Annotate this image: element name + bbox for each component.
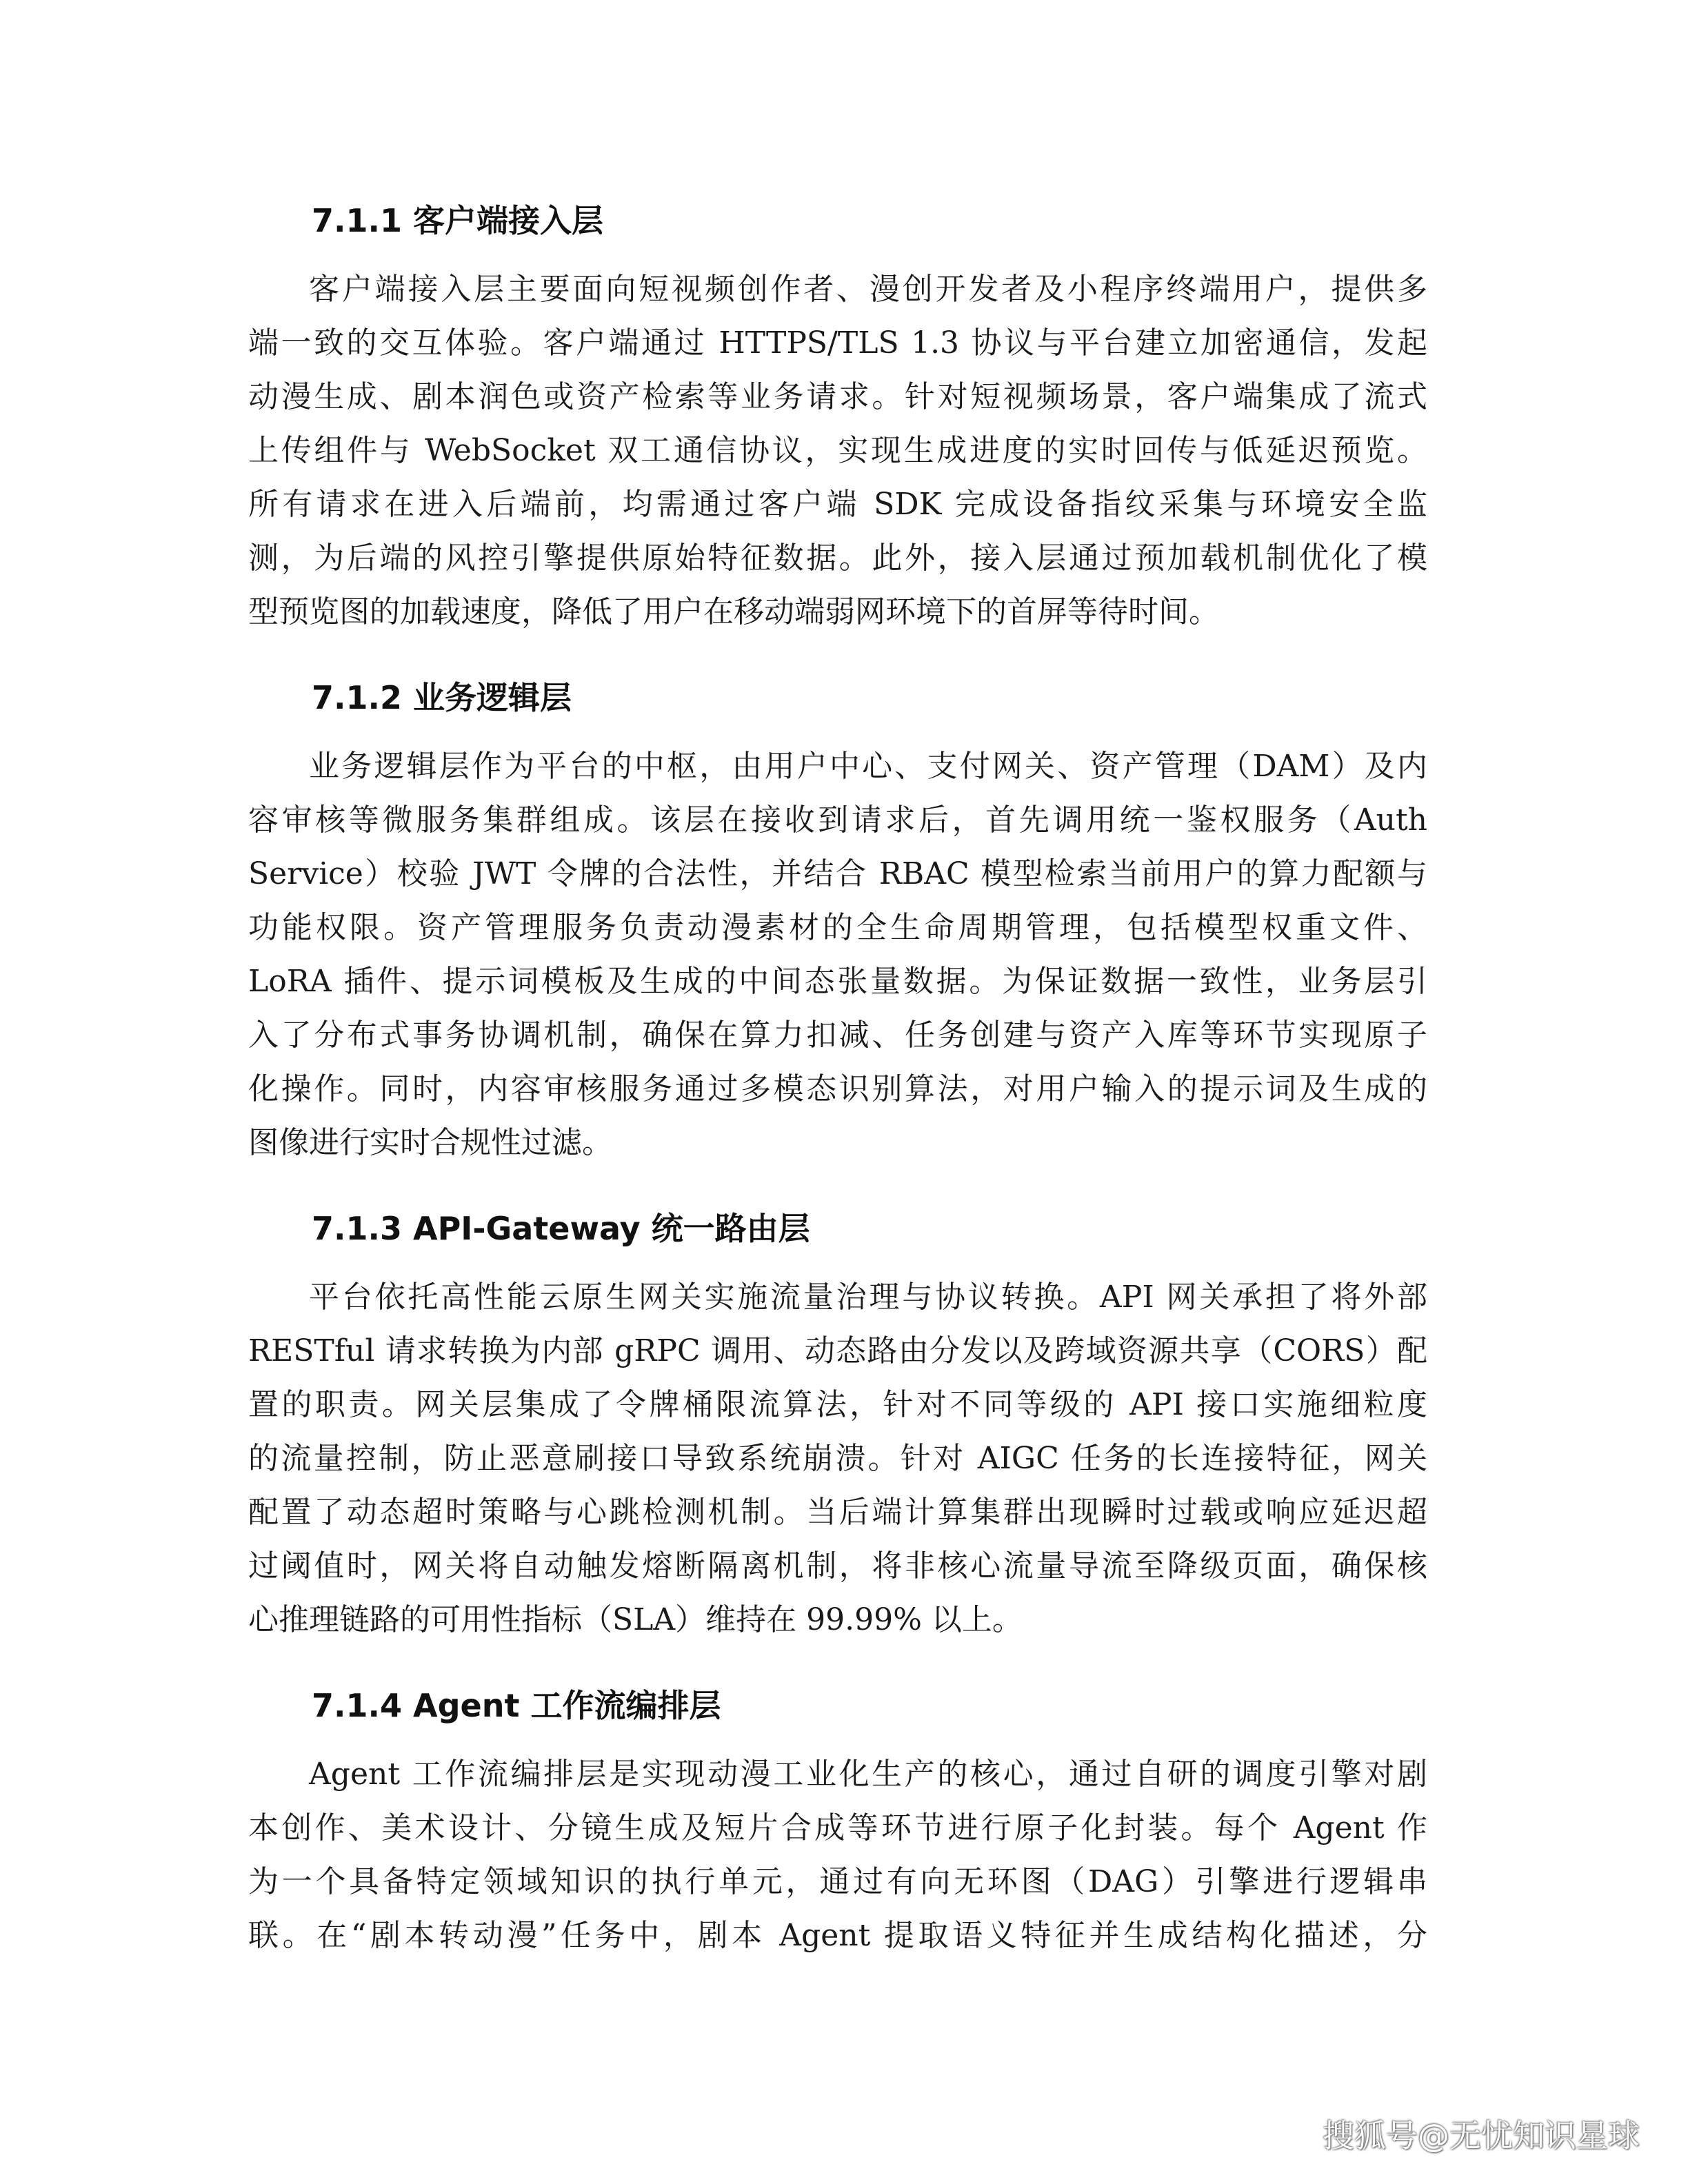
paragraph-line: 客户端接入层主要面向短视频创作者、漫创开发者及小程序终端用户，提供多 <box>309 272 1427 307</box>
section-heading-7-1-2: 7.1.2 业务逻辑层 <box>312 679 572 716</box>
paragraph-line: 平台依托高性能云原生网关实施流量治理与协议转换。API 网关承担了将外部 <box>309 1280 1427 1315</box>
paragraph-line: 联。在“剧本转动漫”任务中，剧本 Agent 提取语义特征并生成结构化描述，分 <box>248 1918 1427 1953</box>
paragraph-line: Agent 工作流编排层是实现动漫工业化生产的核心，通过自研的调度引擎对剧 <box>309 1757 1427 1792</box>
paragraph-line: 端一致的交互体验。客户端通过 HTTPS/TLS 1.3 协议与平台建立加密通信，发起 <box>248 325 1427 361</box>
paragraph-line: 化操作。同时，内容审核服务通过多模态识别算法，对用户输入的提示词及生成的 <box>248 1071 1427 1106</box>
paragraph-line: 上传组件与 WebSocket 双工通信协议，实现生成进度的实时回传与低延迟预览。 <box>248 433 1427 468</box>
paragraph-line: LoRA 插件、提示词模板及生成的中间态张量数据。为保证数据一致性，业务层引 <box>248 964 1427 999</box>
paragraph-line: 测，为后端的风控引擎提供原始特征数据。此外，接入层通过预加载机制优化了模 <box>248 540 1427 576</box>
paragraph-line: 过阈值时，网关将自动触发熔断隔离机制，将非核心流量导流至降级页面，确保核 <box>248 1548 1427 1584</box>
paragraph-line: 的流量控制，防止恶意刷接口导致系统崩溃。针对 AIGC 任务的长连接特征，网关 <box>248 1441 1427 1476</box>
section-heading-7-1-1: 7.1.1 客户端接入层 <box>312 202 603 239</box>
paragraph-line: 容审核等微服务集群组成。该层在接收到请求后，首先调用统一鉴权服务（Auth <box>248 802 1427 838</box>
paragraph-line: 配置了动态超时策略与心跳检测机制。当后端计算集群出现瞬时过载或响应延迟超 <box>248 1495 1427 1530</box>
watermark: 搜狐号@无忧知识星球 <box>1323 2117 1640 2154</box>
paragraph-line: 图像进行实时合规性过滤。 <box>248 1125 612 1160</box>
paragraph-line: 功能权限。资产管理服务负责动漫素材的全生命周期管理，包括模型权重文件、 <box>248 910 1427 945</box>
paragraph-line: 心推理链路的可用性指标（SLA）维持在 99.99% 以上。 <box>248 1602 1023 1637</box>
paragraph-line: 本创作、美术设计、分镜生成及短片合成等环节进行原子化封装。每个 Agent 作 <box>248 1810 1427 1846</box>
paragraph-line: Service）校验 JWT 令牌的合法性，并结合 RBAC 模型检索当前用户的算力配额与 <box>248 856 1427 891</box>
paragraph-line: 业务逻辑层作为平台的中枢，由用户中心、支付网关、资产管理（DAM）及内 <box>309 749 1427 784</box>
section-heading-7-1-4: 7.1.4 Agent 工作流编排层 <box>312 1687 721 1724</box>
paragraph-line: 为一个具备特定领域知识的执行单元，通过有向无环图（DAG）引擎进行逻辑串 <box>248 1864 1427 1899</box>
paragraph-line: 型预览图的加载速度，降低了用户在移动端弱网环境下的首屏等待时间。 <box>248 594 1219 629</box>
paragraph-line: 入了分布式事务协调机制，确保在算力扣减、任务创建与资产入库等环节实现原子 <box>248 1018 1427 1053</box>
paragraph-line: 动漫生成、剧本润色或资产检索等业务请求。针对短视频场景，客户端集成了流式 <box>248 379 1427 414</box>
paragraph-line: 置的职责。网关层集成了令牌桶限流算法，针对不同等级的 API 接口实施细粒度 <box>248 1387 1427 1422</box>
paragraph-line: RESTful 请求转换为内部 gRPC 调用、动态路由分发以及跨域资源共享（CORS）配 <box>248 1333 1427 1368</box>
section-heading-7-1-3: 7.1.3 API-Gateway 统一路由层 <box>312 1210 810 1247</box>
paragraph-line: 所有请求在进入后端前，均需通过客户端 SDK 完成设备指纹采集与环境安全监 <box>248 487 1427 522</box>
